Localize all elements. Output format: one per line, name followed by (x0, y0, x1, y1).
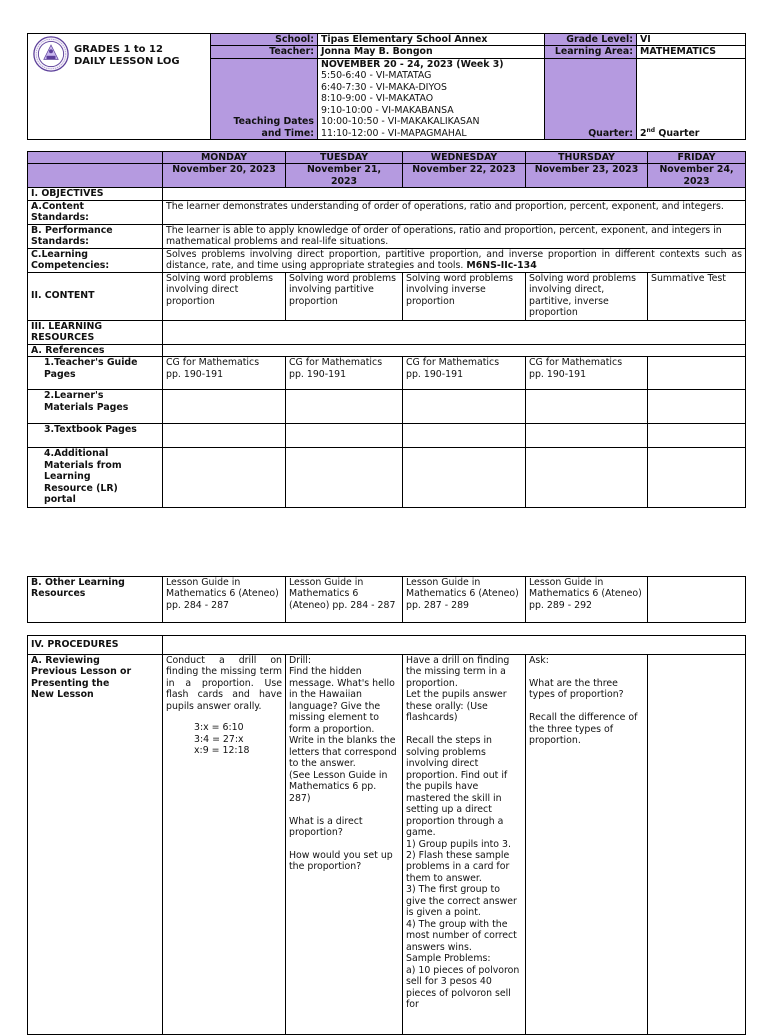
day-header-blank (28, 152, 163, 164)
reviewing-monday-text: Conduct a drill on finding the missing term in a proportion. Use flash cards and have pupils answer orally. (166, 655, 282, 712)
textbook-pages-label: 3.Textbook Pages (28, 424, 163, 448)
learners-materials-tuesday (286, 390, 403, 424)
content-standards-label: A.Content Standards: (28, 200, 163, 224)
learners-materials-label: 2.Learner's Materials Pages (28, 390, 163, 424)
reviewing-wednesday: Have a drill on finding the missing term in a proportion. Let the pupils answer these orally: (Use flashcards) Recall the steps in solving problems involving direct proportion. Find out if the pupils have mastered the skill in setting up a direct proportion through a game. 1) Group pupils into 3. 2) Flash these sample problems in a card for them to answer. 3) The first group to give the correct answer is given a point. 4) The group with the most number of correct answers wins. Sample Problems: a) 10 pieces of polvoron sell for 3 pesos 40 pieces of polvoron sell for (403, 655, 526, 1035)
teachers-guide-tuesday: CG for Mathematics pp. 190-191 (286, 357, 403, 390)
learning-competencies-text: Solves problems involving direct proportion, partitive proportion, and inverse proportion in different contexts such as distance, rate, and time using appropriate strategies and tools. (166, 248, 742, 272)
teacher-value: Jonna May B. Bongon (318, 46, 545, 58)
competency-code: M6NS-IIc-134 (466, 260, 537, 272)
references-blank (163, 344, 746, 356)
teacher-label: Teacher: (211, 46, 318, 58)
learners-materials-friday (648, 390, 746, 424)
learning-resources-heading: III. LEARNING RESOURCES (28, 320, 163, 344)
textbook-pages-thursday (526, 424, 648, 448)
day-wednesday: WEDNESDAY (403, 152, 526, 164)
performance-standards-text: The learner is able to apply knowledge of order of operations, ratio and proportion, percent, exponent, and integers in mathematical problems and real-life situations. (163, 224, 746, 248)
reviewing-tuesday: Drill: Find the hidden message. What's hello in the Hawaiian language? Give the missing element to form a proportion. Write in the blanks the letters that correspond to the answer. (See Lesson Guide in Mathematics 6 pp. 287) What is a direct proportion? How would you set up the proportion? (286, 655, 403, 1035)
grade-level-label: Grade Level: (545, 34, 637, 46)
reviewing-lesson-label: A. Reviewing Previous Lesson or Presenting the New Lesson (28, 655, 163, 1035)
reviewing-monday-equations: 3:x = 6:10 3:4 = 27:x x:9 = 12:18 (194, 722, 250, 757)
teachers-guide-monday: CG for Mathematics pp. 190-191 (163, 357, 286, 390)
reviewing-monday (163, 655, 286, 1035)
date-wednesday: November 22, 2023 (403, 164, 526, 188)
lesson-log-table (27, 151, 746, 508)
date-thursday: November 23, 2023 (526, 164, 648, 188)
learning-competencies-label: C.Learning Competencies: (28, 248, 163, 272)
quarter-label-cell (545, 58, 637, 139)
teaching-dates-value (318, 58, 545, 139)
other-resources-label: B. Other Learning Resources (28, 577, 163, 623)
day-friday: FRIDAY (648, 152, 746, 164)
learning-resources-blank (163, 320, 746, 344)
additional-materials-friday (648, 448, 746, 508)
day-thursday: THURSDAY (526, 152, 648, 164)
other-resources-tuesday: Lesson Guide in Mathematics 6 (Ateneo) pp. 284 - 287 (286, 577, 403, 623)
quarter-word: Quarter (655, 127, 700, 139)
content-monday: Solving word problems involving direct proportion (163, 272, 286, 320)
objectives-blank (163, 188, 746, 200)
additional-materials-tuesday (286, 448, 403, 508)
other-resources-friday (648, 577, 746, 623)
header-table (27, 33, 746, 140)
school-value: Tipas Elementary School Annex (318, 34, 545, 46)
quarter-value (637, 58, 746, 139)
procedures-table (27, 635, 746, 1035)
additional-materials-wednesday (403, 448, 526, 508)
teachers-guide-label: 1.Teacher's Guide Pages (28, 357, 163, 390)
content-standards-text: The learner demonstrates understanding of order of operations, ratio and proportion, percent, exponent, and integers. (163, 200, 746, 224)
week-heading: NOVEMBER 20 - 24, 2023 (Week 3) (321, 58, 504, 70)
references-heading: A. References (28, 344, 163, 356)
other-resources-table (27, 576, 746, 623)
deped-seal-icon (33, 36, 69, 72)
learners-materials-monday (163, 390, 286, 424)
objectives-heading: I. OBJECTIVES (28, 188, 163, 200)
additional-materials-monday (163, 448, 286, 508)
learners-materials-thursday (526, 390, 648, 424)
learning-competencies-cell (163, 248, 746, 272)
header-logo-cell (28, 34, 211, 140)
class-schedule: 5:50-6:40 - VI-MATATAG 6:40-7:30 - VI-MAKA-DIYOS 8:10-9:00 - VI-MAKATAO 9:10-10:00 - VI-MAKABANSA 10:00-10:50 - VI-MAKAKALIKASAN 11:10-12:00 - VI-MAPAGMAHAL (321, 70, 480, 139)
form-title-line2: DAILY LESSON LOG (74, 56, 180, 67)
textbook-pages-wednesday (403, 424, 526, 448)
form-title (74, 44, 180, 68)
content-thursday: Solving word problems involving direct, partitive, inverse proportion (526, 272, 648, 320)
content-heading: II. CONTENT (28, 272, 163, 320)
learning-area-value: MATHEMATICS (637, 46, 746, 58)
performance-standards-label: B. Performance Standards: (28, 224, 163, 248)
textbook-pages-tuesday (286, 424, 403, 448)
other-resources-thursday: Lesson Guide in Mathematics 6 (Ateneo) pp. 289 - 292 (526, 577, 648, 623)
date-header-blank (28, 164, 163, 188)
quarter-label: Quarter: (588, 127, 633, 139)
date-friday: November 24, 2023 (648, 164, 746, 188)
quarter-suffix: nd (646, 126, 656, 134)
school-label: School: (211, 34, 318, 46)
quarter-number: 2 (640, 127, 647, 139)
textbook-pages-monday (163, 424, 286, 448)
learning-area-label: Learning Area: (545, 46, 637, 58)
form-title-line1: GRADES 1 to 12 (74, 44, 163, 55)
content-wednesday: Solving word problems involving inverse proportion (403, 272, 526, 320)
other-resources-wednesday: Lesson Guide in Mathematics 6 (Ateneo) pp. 287 - 289 (403, 577, 526, 623)
teachers-guide-wednesday: CG for Mathematics pp. 190-191 (403, 357, 526, 390)
teaching-dates-label: Teaching Dates and Time: (211, 58, 318, 139)
content-tuesday: Solving word problems involving partitive proportion (286, 272, 403, 320)
grade-level-value: VI (637, 34, 746, 46)
date-tuesday: November 21, 2023 (286, 164, 403, 188)
date-monday: November 20, 2023 (163, 164, 286, 188)
content-friday: Summative Test (648, 272, 746, 320)
procedures-blank (163, 636, 746, 655)
procedures-heading: IV. PROCEDURES (28, 636, 163, 655)
learners-materials-wednesday (403, 390, 526, 424)
reviewing-thursday: Ask: What are the three types of proportion? Recall the difference of the three types of proportion. (526, 655, 648, 1035)
day-tuesday: TUESDAY (286, 152, 403, 164)
teachers-guide-friday (648, 357, 746, 390)
teachers-guide-thursday: CG for Mathematics pp. 190-191 (526, 357, 648, 390)
additional-materials-thursday (526, 448, 648, 508)
other-resources-monday: Lesson Guide in Mathematics 6 (Ateneo) pp. 284 - 287 (163, 577, 286, 623)
reviewing-friday (648, 655, 746, 1035)
day-monday: MONDAY (163, 152, 286, 164)
textbook-pages-friday (648, 424, 746, 448)
additional-materials-label: 4.Additional Materials from Learning Resource (LR) portal (28, 448, 163, 508)
